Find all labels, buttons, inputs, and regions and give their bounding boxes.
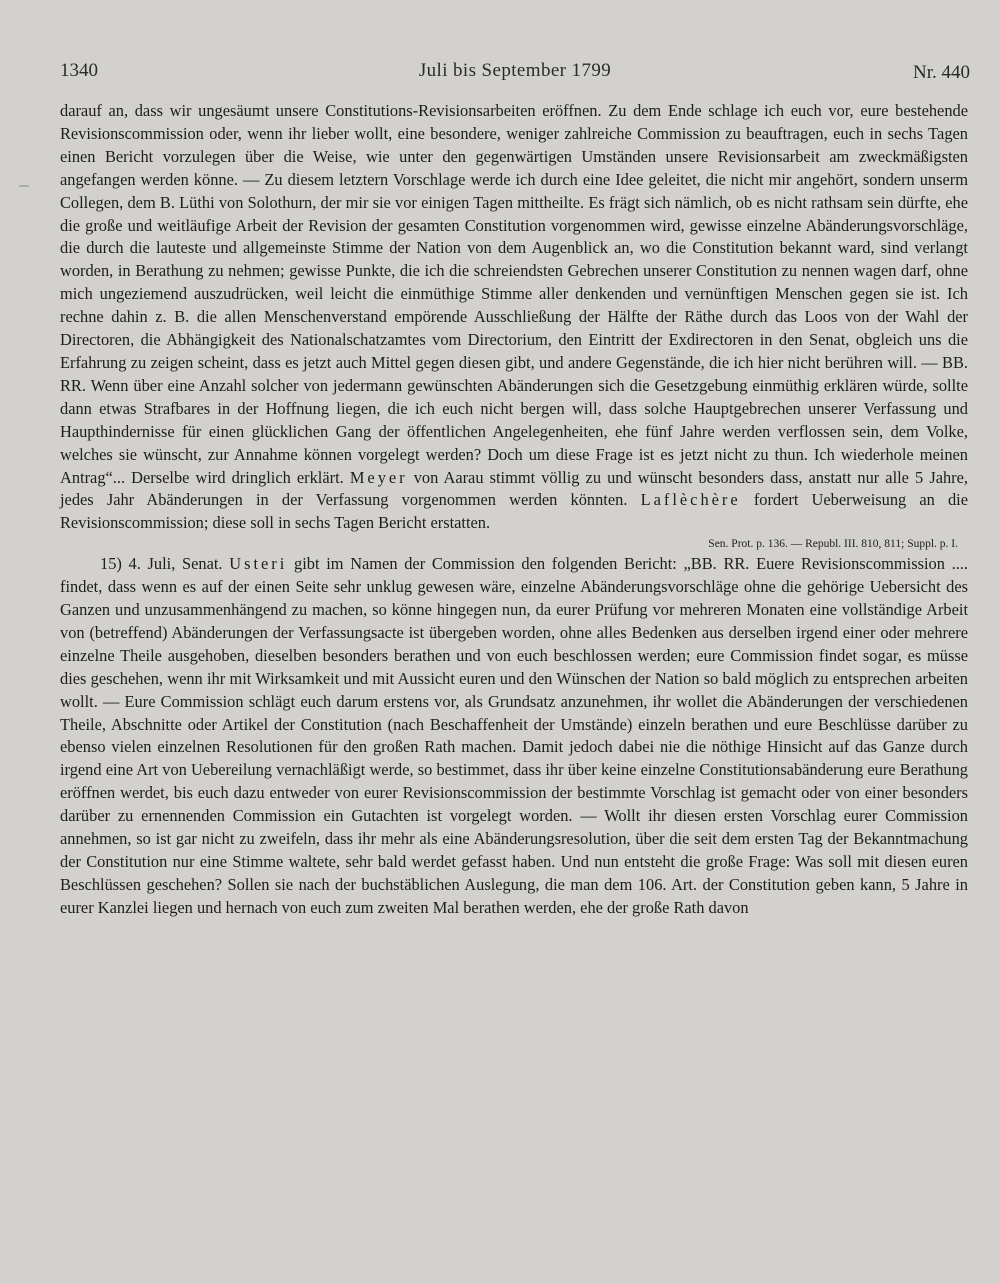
paragraph-report xyxy=(60,553,968,920)
page-number: 1340 xyxy=(60,60,98,81)
laflechere-statement: fordert Ueberweisung an die Revisionscommission; diese soll in sechs Tagen Bericht erstatten. xyxy=(60,490,968,533)
scan-edge-mark xyxy=(19,185,29,187)
meyer-statement: von Aarau stimmt völlig zu und wünscht besonders dass, anstatt nur alle 5 Jahre, jedes Jahr Abänderungen in der Verfassung vorgenommen werden könnten. xyxy=(60,467,968,510)
running-header xyxy=(60,60,970,90)
running-title: Juli bis September 1799 xyxy=(418,60,612,81)
speaker-usteri: Usteri xyxy=(229,554,288,574)
speech-text: darauf an, dass wir ungesäumt unsere Constitutions-Revisionsarbeiten eröffnen. Zu dem Ende schlage ich euch vor, eure bestehende Revisionscommission oder, wenn ihr lieber wollt, eine besondere, weniger zahlreiche Commission zu beauftragen, euch in sechs Tagen einen Bericht vorzulegen über die Weise, wie unter den gegenwärtigen Umständen unsere Revisionsarbeit am zweckmäßigsten angefangen werden könne. — Zu diesem letztern Vorschlage werde ich durch eine Idee geleitet, die nicht mir angehört, sondern unserm Collegen, dem B. Lüthi von Solothurn, der mir sie vor einigen Tagen mittheilte. Es frägt sich nämlich, ob es nicht rathsam sein dürfte, ehe die große und weitläufige Arbeit der Revision der gesamten Constitution vorgenommen wird, gewisse einzelne Abänderungsvorschläge, die durch die lauteste und allgemeinste Stimme der Nation von dem Augenblick an, wo die Constitution bekannt ward, sind verlangt worden, in Berathung zu nehmen; gewisse Punkte, die ich die schreiendsten Gebrechen unserer Constitution zu nennen wagen darf, ohne mich ungeziemend auszudrücken, weil leicht die einmüthige Stimme aller denkenden und vernünftigen Menschen gegen sie ist. Ich rechne dahin z. B. die allen Menschenverstand empörende Ausschließung der Hälfte der Räthe durch das Loos von der Wahl der Directoren, die Abhängigkeit des Nationalschatzamtes vom Directorium, den Eintritt der Exdirectoren in den Senat, obgleich uns die Erfahrung zu zeigen scheint, dass es jetzt auch Mittel gegen diesen gibt, und andere Gegenstände, die ich hier nicht berühren will. — BB. RR. Wenn über eine Anzahl solcher von jedermann gewünschten Abänderungen sich die Gesetzgebung einmüthig erklären würde, sollte dann etwas Strafbares in der Hoffnung liegen, die ich euch nicht bergen will, dass solche Hauptgebrechen unserer Verfassung und Haupthindernisse für einen glücklichen Gang der öffentlichen Angelegenheiten, ehe fünf Jahre werden verflossen sein, dem Volke, welches sie wünscht, zur Annahme können vorgelegt werden? Doch um diese Frage ist es jetzt nicht zu thun. Ich wiederhole meinen Antrag“... Derselbe wird dringlich erklärt. xyxy=(60,101,968,487)
speaker-meyer: Meyer xyxy=(349,467,408,487)
report-text: gibt im Namen der Commission den folgenden Bericht: „BB. RR. Euere Revisionscommission .... findet, dass wenn es auf der einen Seite sehr unklug gewesen wäre, einzelne Abänderungsvorschläge ohne die gehörige Uebersicht des Ganzen und unzusammenhängend zu machen, so könne hingegen nun, da eurer Prüfung vor mehreren Monaten eine vollständige Arbeit von (betreffend) Abänderungen der Verfassungsacte ist übergeben worden, ohne alles Bedenken aus derselben irgend einer oder mehrere einzelne Theile ausgehoben, dieselben besonders berathen und von euch beschlossen werden; eure Commission findet sogar, es müsse dies geschehen, wenn ihr mit Wirksamkeit und mit Aussicht euren und den Wünschen der Nation so bald möglich zu entsprechen arbeiten wollt. — Eure Commission schlägt euch darum erstens vor, als Grundsatz anzunehmen, ihr wollet die Abänderungen der verschiedenen Theile, Abschnitte oder Artikel der Constitution (nach Beschaffenheit der Umstände) einzeln berathen und eure Beschlüsse darüber zu ebenso vielen einzelnen Resolutionen für den großen Rath machen. Damit jedoch dabei nie die nöthige Hinsicht auf das Ganze durch irgend eine Art von Uebereilung vernachläßigt werde, so bestimmet, dass ihr über keine einzelne Constitutionsabänderung eure Berathung eröffnen werdet, bis euch dazu entweder von eurer Revisionscommission der bestimmte Vorschlag ist gemacht oder von einer besonders darüber zu ernennenden Commission ein Gutachten ist vorgelegt worden. — Wollt ihr diesen ersten Vorschlag eurer Commission annehmen, so ist gar nicht zu zweifeln, dass ihr mehr als eine Abänderungsresolution, über die seit dem ersten Tag der Bekanntmachung der Constitution nur eine Stimme waltete, sehr bald werdet gefasst haben. Und nun entsteht die große Frage: Was soll mit diesen euren Beschlüssen geschehen? Sollen sie nach der buchstäblichen Auslegung, die man dem 106. Art. der Constitution geben kann, 5 Jahre in eurer Kanzlei liegen und hernach von euch zum zweiten Mal berathen werden, ehe der große Rath davon xyxy=(60,554,968,917)
document-number: Nr. 440 xyxy=(913,62,970,83)
source-reference: Sen. Prot. p. 136. — Republ. III. 810, 811; Suppl. p. I. xyxy=(708,538,958,551)
paragraph-speech xyxy=(60,100,968,535)
entry-lead: 15) 4. Juli, Senat. xyxy=(100,554,223,574)
speaker-laflechere: Laflèchère xyxy=(640,490,741,510)
body-text xyxy=(60,100,968,920)
